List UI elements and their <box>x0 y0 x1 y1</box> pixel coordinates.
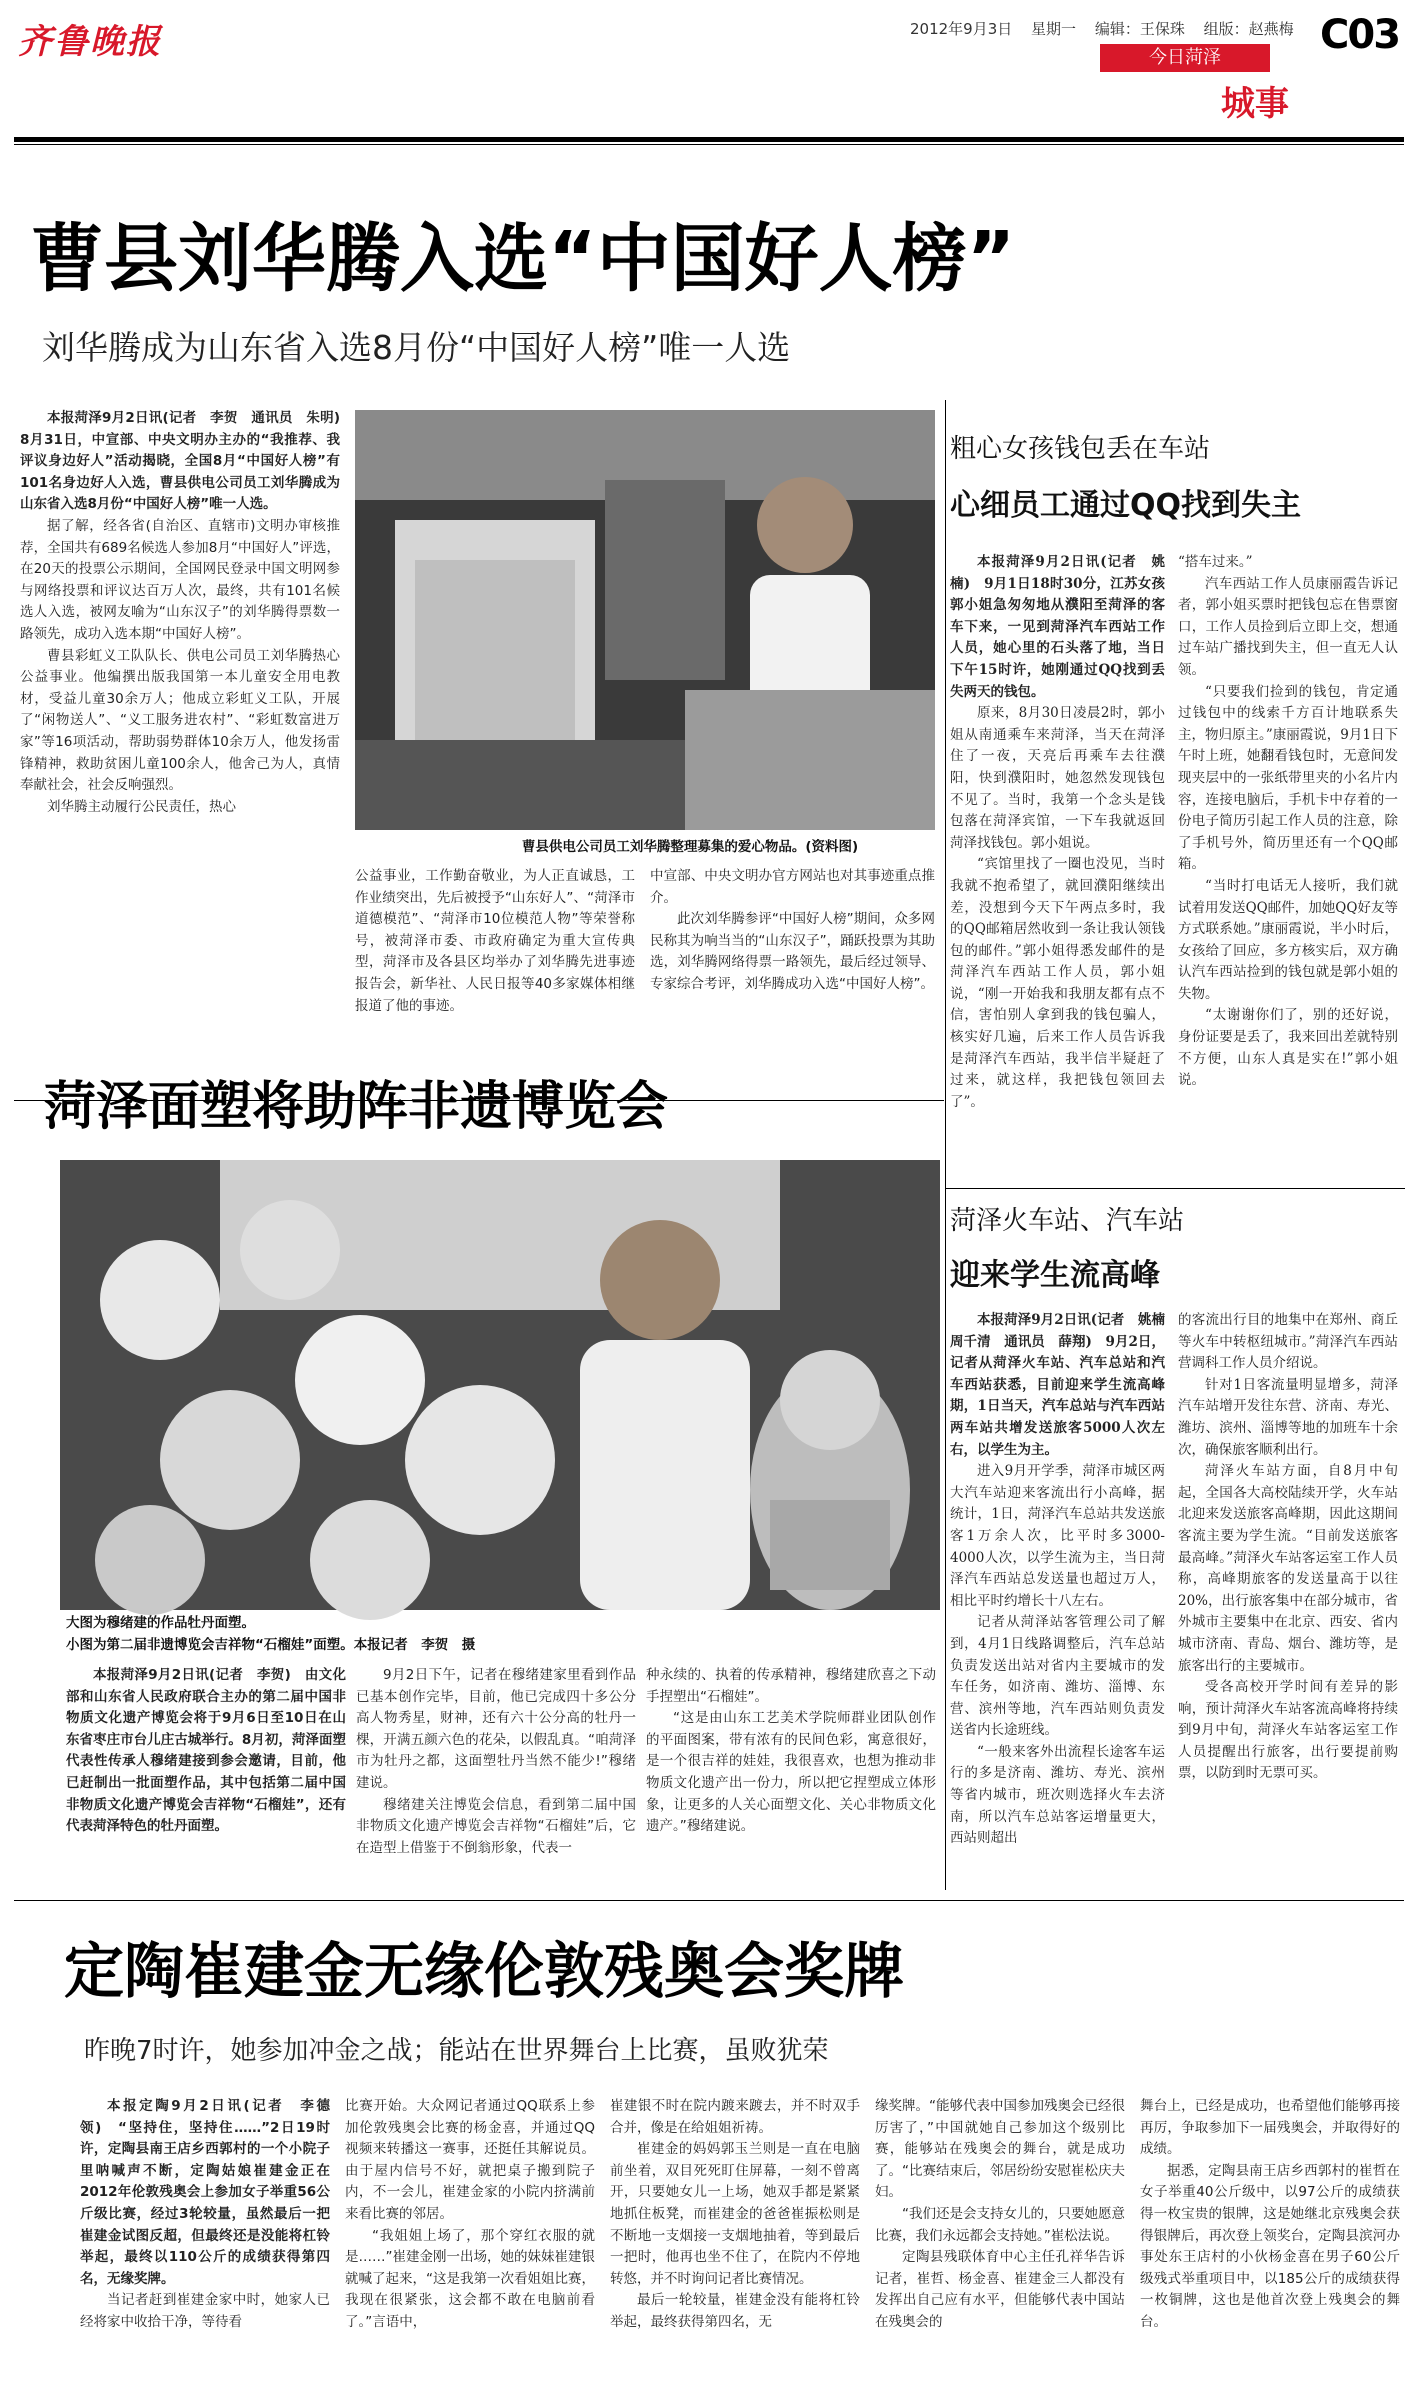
story-divider <box>945 1188 1405 1189</box>
story1-para: 刘华腾主动履行公民责任，热心 <box>47 798 236 815</box>
masthead-logo: 齐鲁晚报 <box>18 22 162 62</box>
story2-headline: 心细员工通过QQ找到失主 <box>950 488 1302 523</box>
story1-para: 此次刘华腾参评“中国好人榜”期间，众多网民称其为响当当的“山东汉子”，踊跃投票为其助选，刘华腾网络得票一路领先，最后经过领导、专家综合考评，刘华腾成功入选“中国好人榜”。 <box>650 911 935 992</box>
story-divider <box>14 1900 1404 1901</box>
story1-photo-caption: 曹县供电公司员工刘华腾整理募集的爱心物品。(资料图) <box>521 839 859 855</box>
story3-col1 <box>950 1310 1179 1880</box>
story5-para: 当记者赶到崔建金家中时，她家人已经将家中收拾干净，等待看 <box>80 2292 330 2330</box>
header-meta <box>910 18 1320 39</box>
story2-para: “太谢谢你们了，别的还好说，身份证要是丢了，我来回出差就特别不方便，山东人真是实在!”郭小姐说。 <box>1178 1007 1398 1089</box>
story3-para: 受各高校开学时间有差异的影响，预计菏泽火车站客流高峰将持续到9月中旬，菏泽火车站客运室工作人员提醒出行旅客，出行要提前购票，以防到时无票可买。 <box>1178 1679 1398 1782</box>
column-divider <box>945 400 946 1890</box>
story5-para: 舞台上，已经是成功，也希望他们能够再接再厉，争取参加下一届残奥会，并取得好的成绩。 <box>1140 2098 1400 2158</box>
story2-para: 原来，8月30日凌晨2时，郭小姐从南通乘车来菏泽，当天在菏泽住了一夜，天亮后再乘车去往濮阳，快到濮阳时，她忽然发现钱包不见了。当时，我第一个念头是钱包落在菏泽宾馆，一下车我就返回菏泽找钱包。郭小姐说。 <box>950 705 1165 851</box>
story5-headline: 定陶崔建金无缘伦敦残奥会奖牌 <box>64 1937 904 2007</box>
story1-para: 公益事业，工作勤奋敬业，为人正直诚恳，工作业绩突出，先后被授予“山东好人”、“菏泽市道德模范”、“菏泽市10位模范人物”等荣誉称号，被菏泽市委、市政府确定为重大宣传典型，菏泽市及各县区均举办了刘华腾先进事迹报告会，新华社、人民日报等40多家媒体相继报道了他的事迹。 <box>355 868 635 1014</box>
story3-para: 菏泽火车站方面，自8月中旬起，全国各大高校陆续开学，火车站北迎来发送旅客高峰期，因此这期间客流主要为学生流。“目前发送旅客最高峰。”菏泽火车站客运室工作人员称，高峰期旅客的发送量高于以往20%，出行旅客集中在部分城市，省外城市主要集中在北京、西安、省内城市济南、青岛、烟台、潍坊等，是旅客出行的主要城市。 <box>1178 1463 1398 1674</box>
story3-para: “一般来客外出流程长途客车运行的多是济南、潍坊、寿光、滨州等省内城市，班次则选择火车去济南，所以汽车总站客运增量更大，西站则超出 <box>950 1743 1165 1847</box>
story4-col3 <box>646 1665 936 1890</box>
story4-para: “这是由山东工艺美术学院师群业团队创作的平面图案，带有浓有的民间色彩，寓意很好，是一个很吉祥的娃娃，我很喜欢，也想为推动非物质文化遗产出一份力，所以把它捏塑成立体形象，让更多的人关心面塑文化、关心非物质文化遗产。”穆绪建说。 <box>646 1710 936 1835</box>
issue-date: 2012年9月3日 <box>910 20 1013 38</box>
story4-caption-2: 小图为第二届非遗博览会吉祥物“石榴娃”面塑。本报记者 李贺 摄 <box>66 1637 476 1653</box>
story3-headline: 迎来学生流高峰 <box>950 1258 1160 1293</box>
story3-col2 <box>1178 1310 1398 1880</box>
story5-para: 本报定陶9月2日讯(记者 李德领) “坚持住，坚持住……”2日19时许，定陶县南王店乡西郭村的一个小院子里呐喊声不断，定陶姑娘崔建金正在2012年伦敦残奥会上参加女子举重56公斤级比赛，经过3轮较量，虽然最后一把崔建金试图反超，但最终还是没能将杠铃举起，最终以110公斤的成绩获得第四名，无缘奖牌。 <box>80 2098 330 2287</box>
story5-para: “我们还是会支持女儿的，只要她愿意比赛，我们永远都会支持她。”崔松法说。 <box>875 2205 1125 2244</box>
story5-col5 <box>1140 2096 1400 2396</box>
story3-para: 记者从菏泽站客管理公司了解到，4月1日线路调整后，汽车总站负责发送出站对省内主要城市的发车任务，如济南、潍坊、淄博、东营、滨州等地，汽车西站则负责发送省内长途班线。 <box>950 1614 1165 1739</box>
page-number: C03 <box>1320 12 1400 58</box>
story4-para: 种永续的、执着的传承精神，穆绪建欣喜之下动手捏塑出“石榴娃”。 <box>646 1667 936 1705</box>
story5-para: 比赛开始。大众网记者通过QQ联系上参加伦敦残奥会比赛的杨金喜，并通过QQ视频来转播这一赛事，还挺任其解说员。由于屋内信号不好，就把桌子搬到院子内，不一会儿，崔建金家的小院内挤满前来看比赛的邻居。 <box>345 2098 595 2222</box>
story5-para: 缘奖牌。“能够代表中国参加残奥会已经很厉害了，”中国就她自己参加这个级别比赛，能够站在残奥会的舞台，就是成功了。“比赛结束后，邻居纷纷安慰崔松庆夫妇。 <box>875 2098 1125 2201</box>
story2-col1 <box>950 552 1165 1182</box>
story4-para: 穆绪建关注博览会信息，看到第二届中国非物质文化遗产博览会吉祥物“石榴娃”后，它在造型上借鉴于不倒翁形象，代表一 <box>356 1796 636 1856</box>
story5-para: 定陶县残联体育中心主任孔祥华告诉记者，崔哲、杨金喜、崔建金三人都没有发挥出自己应有水平，但能够代表中国站在残奥会的 <box>875 2249 1125 2330</box>
story5-col1 <box>80 2096 330 2396</box>
story1-photo <box>355 410 935 830</box>
story5-para: 最后一轮较量，崔建金没有能将杠铃举起，最终获得第四名，无 <box>610 2292 860 2330</box>
story1-subhead: 刘华腾成为山东省入选8月份“中国好人榜”唯一人选 <box>42 328 791 367</box>
story4-caption-1: 大图为穆绪建的作品牡丹面塑。 <box>66 1615 255 1631</box>
editor-credit: 编辑：王保珠 <box>1094 20 1185 38</box>
story4-para: 9月2日下午，记者在穆绪建家里看到作品已基本创作完毕，目前，他已完成四十多公分高人物秀星，财神，还有六十公分高的牡丹一棵，开满五颜六色的花朵，以假乱真。“咱菏泽市为牡丹之都，这面塑牡丹当然不能少!”穆绪建说。 <box>356 1667 636 1791</box>
story5-para: 崔建银不时在院内踱来踱去，并不时双手合并，像是在给姐姐祈祷。 <box>610 2098 860 2136</box>
story3-para: 的客流出行目的地集中在郑州、商丘等火车中转枢纽城市。”菏泽汽车西站营调科工作人员介绍说。 <box>1178 1312 1398 1372</box>
section-title: 城事 <box>1221 84 1289 124</box>
header-rule <box>14 137 1404 142</box>
story4-headline: 菏泽面塑将助阵非遗博览会 <box>44 1077 669 1137</box>
story1-col3 <box>650 866 935 1086</box>
issue-weekday: 星期一 <box>1031 20 1077 38</box>
person-photo-icon <box>355 410 935 830</box>
story5-para: 崔建金的妈妈郭玉兰则是一直在电脑前坐着，双目死死盯住屏幕，一刻不曾离开，只要她女儿一上场，她双手都是紧紧地抓住板凳，而崔建金的爸爸崔振松则是不断地一支烟接一支烟地抽着，等到最后一把时，他再也坐不住了，在院内不停地转悠，并不时询问记者比赛情况。 <box>610 2141 860 2287</box>
story3-kicker: 菏泽火车站、汽车站 <box>950 1206 1185 1236</box>
story5-subhead: 昨晚7时许，她参加冲金之战；能站在世界舞台上比赛，虽败犹荣 <box>84 2036 829 2066</box>
story3-para: 本报菏泽9月2日讯(记者 姚楠 周千清 通讯员 薛翔) 9月2日，记者从菏泽火车站、汽车总站和汽车西站获悉，目前迎来学生流高峰期，1日当天，汽车总站与汽车西站两车站共增发送旅客5000人次左右，以学生为主。 <box>950 1312 1179 1458</box>
story4-col2 <box>356 1665 636 1890</box>
story1-col1 <box>20 408 354 1088</box>
story1-para: 据了解，经各省(自治区、直辖市)文明办审核推荐，全国共有689名候选人参加8月“中国好人”评选，在20天的投票公示期间，全国网民登录中国文明网参与网络投票和评议达百万人次，最终，共有101名候选人入选，被网友喻为“山东汉子”的刘华腾得票数一路领先，成功入选本期“中国好人榜”。 <box>20 517 340 642</box>
story1-col2 <box>355 866 635 1086</box>
story2-para: “只要我们捡到的钱包，肯定通过钱包中的线索千方百计地联系失主，物归原主。”康丽霞说，9月1日下午时上班，她翻看钱包时，无意间发现夹层中的一张纸带里夹的小名片内容，连接电脑后，手机卡中存着的一份电子简历引起工作人员的注意，除了手机号外，简历里还有一个QQ邮箱。 <box>1178 683 1398 873</box>
story2-para: “宾馆里找了一圈也没见，当时我就不抱希望了，就回濮阳继续出差，没想到今天下午两点多时，我的QQ邮箱居然收到一条让我认领钱包的邮件。”郭小姐得悉发邮件的是菏泽汽车西站工作人员，郭小姐说，“刚一开始我和我朋友都有点不信，害怕别人拿到我的钱包骗人，核实好几遍，后来工作人员告诉我是菏泽汽车西站，我半信半疑赶了过来，就这样，我把钱包领回去了”。 <box>950 856 1165 1110</box>
story2-para: “搭车过来。” <box>1178 554 1253 570</box>
story5-col4 <box>875 2096 1125 2396</box>
story4-photo <box>60 1160 940 1610</box>
story2-kicker: 粗心女孩钱包丢在车站 <box>950 434 1211 464</box>
story5-para: “我姐姐上场了，那个穿红衣服的就是……”崔建金刚一出场，她的妹妹崔建银就喊了起来，“这是我第一次看姐姐比赛，我现在很紧张，这会都不敢在电脑前看了。”言语中， <box>345 2227 595 2330</box>
story5-para: 据悉，定陶县南王店乡西郭村的崔哲在女子举重40公斤级中，以97公斤的成绩获得一枚宝贵的银牌，这是她继北京残奥会获得银牌后，再次登上领奖台，定陶县滨河办事处东王店村的小伙杨金喜在男子60公斤级残式举重项目中，以185公斤的成绩获得一枚铜牌，这也是他首次登上残奥会的舞台。 <box>1140 2162 1400 2330</box>
story1-headline: 曹县刘华腾入选“中国好人榜” <box>30 216 1016 302</box>
story2-para: 本报菏泽9月2日讯(记者 姚楠) 9月1日18时30分，江苏女孩郭小姐急匆匆地从濮阳至菏泽的客车下来，一见到菏泽汽车西站工作人员，她心里的石头落了地，当日下午15时许，她刚通过QQ找到丢失两天的钱包。 <box>950 554 1165 700</box>
header-rule-thin <box>14 144 1404 145</box>
story1-para: 中宣部、中央文明办官方网站也对其事迹重点推介。 <box>650 868 935 906</box>
layout-credit: 组版：赵燕梅 <box>1203 20 1294 38</box>
story5-col2 <box>345 2096 595 2396</box>
story2-para: “当时打电话无人接听，我们就试着用发送QQ邮件，加她QQ好友等方式联系她。”康丽霞说，半小时后，女孩给了回应，多方核实后，双方确认汽车西站捡到的钱包就是郭小姐的失物。 <box>1178 877 1398 1002</box>
story4-col1 <box>66 1665 346 1890</box>
story1-para: 曹县彩虹义工队队长、供电公司员工刘华腾热心公益事业。他编撰出版我国第一本儿童安全用电教材，受益儿童30余万人；他成立彩虹义工队，开展了“闲物送人”、“义工服务进农村”、“彩虹数富进万家”等16项活动，帮助弱势群体10余万人，他发扬雷锋精神，救助贫困儿童100余人，他舍己为人，真情奉献社会，社会反响强烈。 <box>20 647 340 794</box>
story4-para: 本报菏泽9月2日讯(记者 李贺) 由文化部和山东省人民政府联合主办的第二届中国非物质文化遗产博览会将于9月6日至10日在山东省枣庄市台儿庄古城举行。8月初，菏泽面塑代表性传承人穆绪建接到参会邀请，目前，他已赶制出一批面塑作品，其中包括第二届中国非物质文化遗产博览会吉祥物“石榴娃”，还有代表菏泽特色的牡丹面塑。 <box>66 1667 346 1835</box>
story2-para: 汽车西站工作人员康丽霞告诉记者，郭小姐买票时把钱包忘在售票窗口，工作人员捡到后立即上交，想通过车站广播找到失主，但一直无人认领。 <box>1178 575 1398 678</box>
peony-dough-photo-icon <box>60 1160 940 1610</box>
story5-col3 <box>610 2096 860 2396</box>
story3-para: 针对1日客流量明显增多，菏泽汽车站增开发往东营、济南、寿光、潍坊、滨州、淄博等地的加班车十余次，确保旅客顺利出行。 <box>1178 1376 1398 1458</box>
story2-col2 <box>1178 552 1398 1182</box>
story1-para: 本报菏泽9月2日讯(记者 李贺 通讯员 朱明) 8月31日，中宣部、中央文明办主办的“我推荐、我评议身边好人”活动揭晓，全国8月“中国好人榜”有101名身边好人入选，曹县供电公司员工刘华腾成为山东省入选8月份“中国好人榜”唯一人选。 <box>20 410 354 513</box>
today-label: 今日菏泽 <box>1100 44 1270 72</box>
story3-para: 进入9月开学季，菏泽市城区两大汽车站迎来客流出行小高峰，据统计，1日，菏泽汽车总站共发送旅客1万余人次，比平时多3000-4000人次，以学生流为主，当日菏泽汽车西站总发送量也超过万人，相比平时约增长十八左右。 <box>950 1463 1165 1609</box>
